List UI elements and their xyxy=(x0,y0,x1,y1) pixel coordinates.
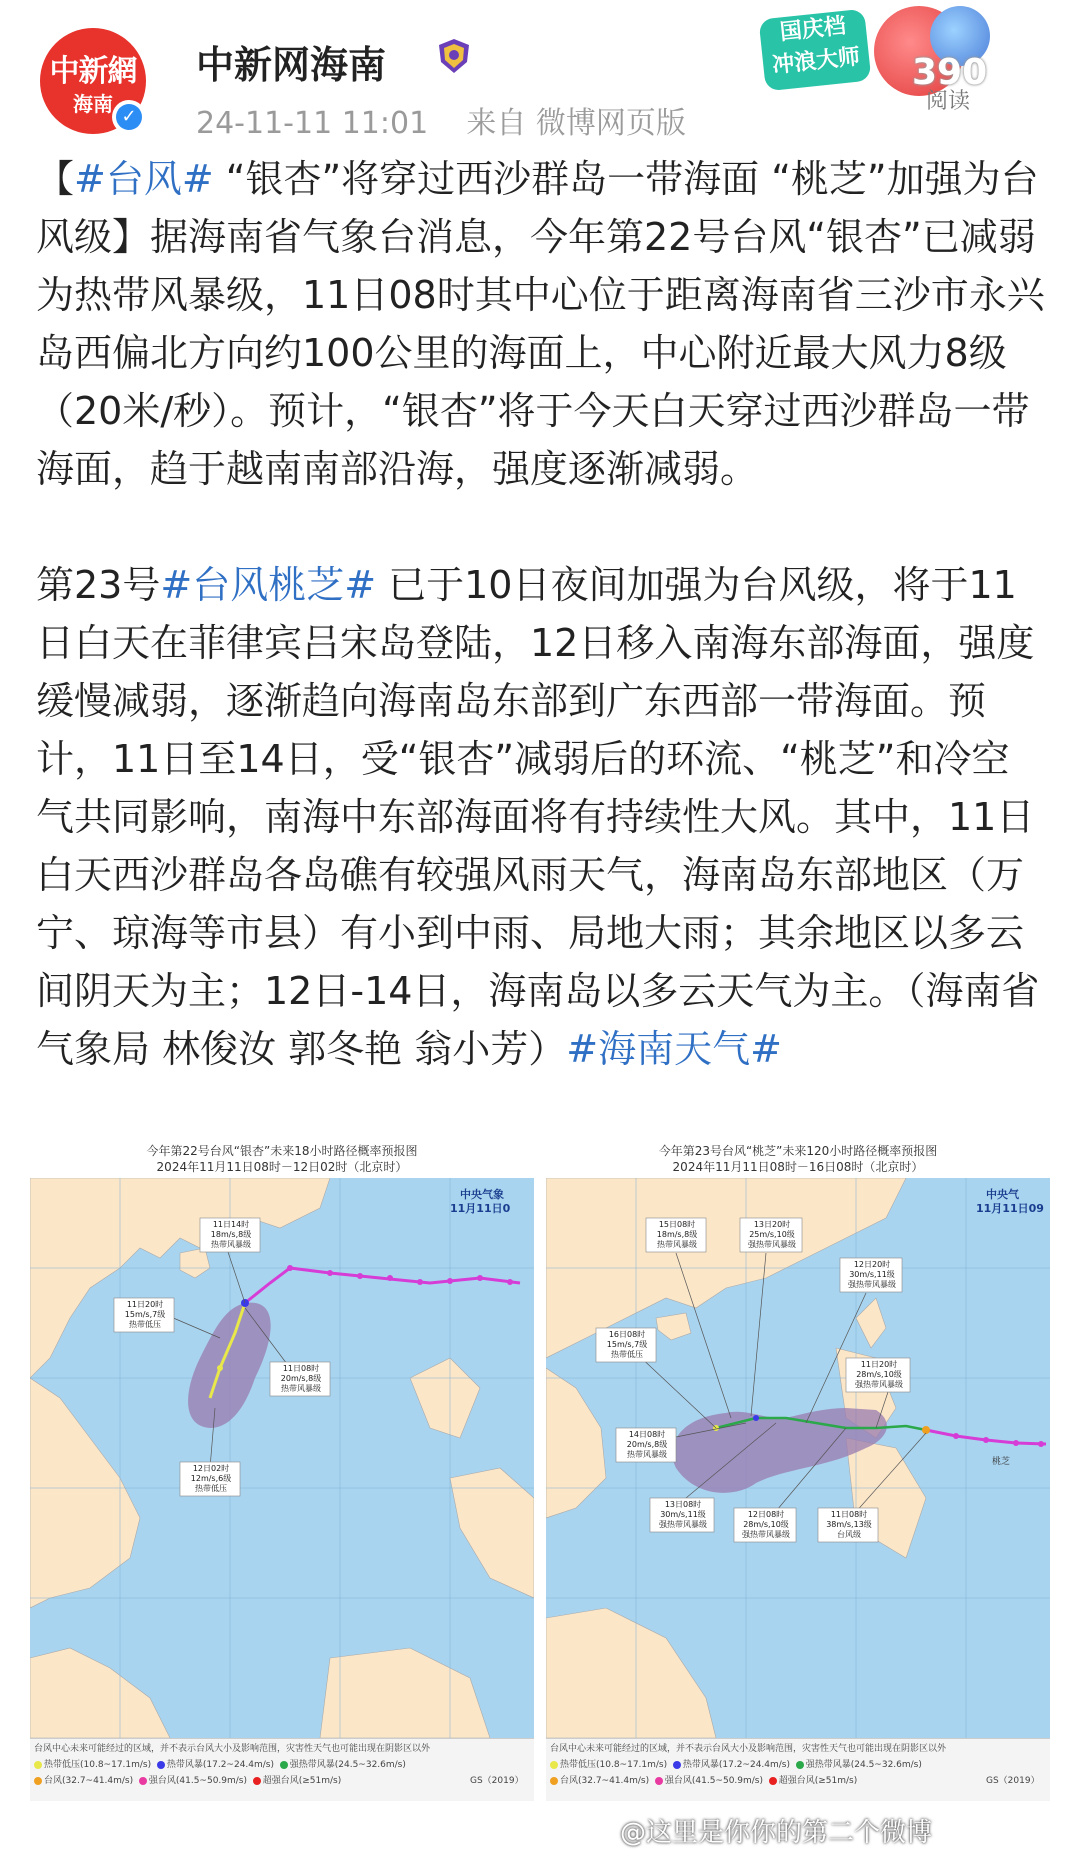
read-count: 390 xyxy=(912,52,988,93)
agency-label: 中央气象 xyxy=(460,1188,504,1201)
legend-ty: 台风(32.7~41.4m/s) xyxy=(560,1776,650,1786)
legend-sts: 强热带风暴(24.5~32.6m/s) xyxy=(805,1760,922,1770)
paragraph-2-prefix: 第23号 xyxy=(36,563,161,607)
legend-note: 台风中心未来可能经过的区域，并不表示台风大小及影响范围，灾害性天气也可能出现在阴影区以外 xyxy=(34,1744,431,1754)
hashtag-hainan-weather[interactable]: #海南天气# xyxy=(566,1027,782,1071)
post-meta xyxy=(196,98,686,142)
map-label-8: 12日08时 28m/s,10级 强热带风暴级 xyxy=(742,1510,790,1539)
paragraph-1 xyxy=(36,150,1046,498)
map-title: 今年第22号台风“银杏”未来18小时路径概率预报图 xyxy=(146,1144,418,1158)
map-label-4: 16日08时 15m/s,7级 热带低压 xyxy=(606,1330,648,1359)
legend-sty: 强台风(41.5~50.9m/s) xyxy=(148,1776,248,1786)
weibo-watermark: @这里是你你的第二个微博 xyxy=(620,1818,933,1848)
sticker-tag-text: 国庆档 冲浪大师 xyxy=(771,13,862,79)
typhoon-track-map xyxy=(30,1178,534,1738)
gs-number: GS（2019） xyxy=(470,1776,524,1786)
map-image-yinxing[interactable] xyxy=(30,1138,534,1800)
legend-ty: 台风(32.7~41.4m/s) xyxy=(44,1776,134,1786)
map-label-3: 11日08时 20m/s,8级 热带风暴级 xyxy=(280,1364,322,1393)
legend-ts: 热带风暴(17.2~24.4m/s) xyxy=(682,1760,791,1770)
map-label-4: 12日02时 12m/s,6级 热带低压 xyxy=(190,1464,232,1493)
legend-ts: 热带风暴(17.2~24.4m/s) xyxy=(166,1760,275,1770)
paragraph-2 xyxy=(36,556,1046,1078)
map-subtitle: 2024年11月11日08时－16日08时（北京时） xyxy=(672,1160,924,1174)
agency-label: 中央气 xyxy=(986,1188,1019,1201)
avatar-logo-text: 中新網 xyxy=(49,54,137,89)
legend-td: 热带低压(10.8~17.1m/s) xyxy=(44,1760,152,1770)
legend-td: 热带低压(10.8~17.1m/s) xyxy=(560,1760,668,1770)
agency-date: 11月11日09 xyxy=(976,1202,1044,1215)
map-label-1: 11日14时 18m/s,8级 热带风暴级 xyxy=(210,1220,252,1249)
map-image-taozhi[interactable] xyxy=(546,1138,1050,1800)
map-label-1: 15日08时 18m/s,8级 热带风暴级 xyxy=(656,1220,698,1249)
map-legend xyxy=(546,1738,1050,1801)
map-title: 今年第23号台风“桃芝”未来120小时路径概率预报图 xyxy=(658,1144,938,1158)
legend-superty: 超强台风(≥51m/s) xyxy=(778,1776,858,1786)
paragraph-1-text: “银杏”将穿过西沙群岛一带海面 “桃芝”加强为台风级】据海南省气象台消息，今年第22号台风“银杏”已减弱为热带风暴级，11日08时其中心位于距离海南省三沙市永兴岛西偏北方向约100公里的海面上，中心附近最大风力8级（20米/秒）。预计，“银杏”将于今天白天穿过西沙群岛一带海面，趋于越南南部沿海，强度逐渐减弱。 xyxy=(36,157,1045,491)
shield-badge-icon xyxy=(434,36,474,76)
legend-note: 台风中心未来可能经过的区域，并不表示台风大小及影响范围，灾害性天气也可能出现在阴影区以外 xyxy=(550,1744,947,1754)
bracket-open: 【 xyxy=(36,157,75,201)
hashtag-typhoon[interactable]: #台风# xyxy=(74,157,214,201)
map-label-2: 13日20时 25m/s,10级 强热带风暴级 xyxy=(748,1220,796,1249)
verified-badge-icon: ✓ xyxy=(112,100,146,134)
sticker-tag xyxy=(759,9,872,92)
map-label-7: 13日08时 30m/s,11级 强热带风暴级 xyxy=(659,1500,707,1529)
read-count-sticker xyxy=(762,0,1062,120)
post-source[interactable]: 来自 微博网页版 xyxy=(466,106,686,141)
gs-number: GS（2019） xyxy=(986,1776,1040,1786)
legend-sty: 强台风(41.5~50.9m/s) xyxy=(664,1776,764,1786)
legend-sts: 强热带风暴(24.5~32.6m/s) xyxy=(289,1760,406,1770)
post-images xyxy=(30,1138,1050,1800)
map-label-2: 11日20时 15m/s,7级 热带低压 xyxy=(124,1300,166,1329)
storm-name-label: 桃芝 xyxy=(992,1457,1011,1467)
paragraph-2-text: 已于10日夜间加强为台风级，将于11日白天在菲律宾吕宋岛登陆，12日移入南海东部海面，强度缓慢减弱，逐渐趋向海南岛东部到广东西部一带海面。预计，11日至14日，受“银杏”减弱后的环流、“桃芝”和冷空气共同影响，南海中东部海面将有持续性大风。其中，11日白天西沙群岛各岛礁有较强风雨天气，海南岛东部地区（万宁、琼海等市县）有小到中雨、局地大雨；其余地区以多云间阴天为主；12日-14日，海南岛以多云天气为主。（海南省气象局 林俊汝 郭冬艳 翁小芳） xyxy=(36,563,1040,1071)
read-label: 阅读 xyxy=(926,89,971,114)
account-name[interactable]: 中新网海南 xyxy=(196,43,387,87)
map-subtitle: 2024年11月11日08时－12日02时（北京时） xyxy=(156,1160,408,1174)
avatar-sub-text: 海南 xyxy=(73,92,113,116)
map-label-6: 14日08时 20m/s,8级 热带风暴级 xyxy=(626,1430,668,1459)
post-body xyxy=(36,150,1046,1078)
map-label-5: 11日20时 28m/s,10级 强热带风暴级 xyxy=(855,1360,903,1389)
legend-superty: 超强台风(≥51m/s) xyxy=(262,1776,342,1786)
map-label-9: 11日08时 38m/s,13级 台风级 xyxy=(826,1510,872,1539)
hashtag-typhoon-taozhi[interactable]: #台风桃芝# xyxy=(160,563,377,607)
map-label-3: 12日20时 30m/s,11级 强热带风暴级 xyxy=(848,1260,896,1289)
post-header xyxy=(0,0,1079,160)
agency-date: 11月11日0 xyxy=(450,1202,511,1215)
map-legend xyxy=(30,1738,534,1801)
post-timestamp: 24-11-11 11:01 xyxy=(196,106,429,141)
